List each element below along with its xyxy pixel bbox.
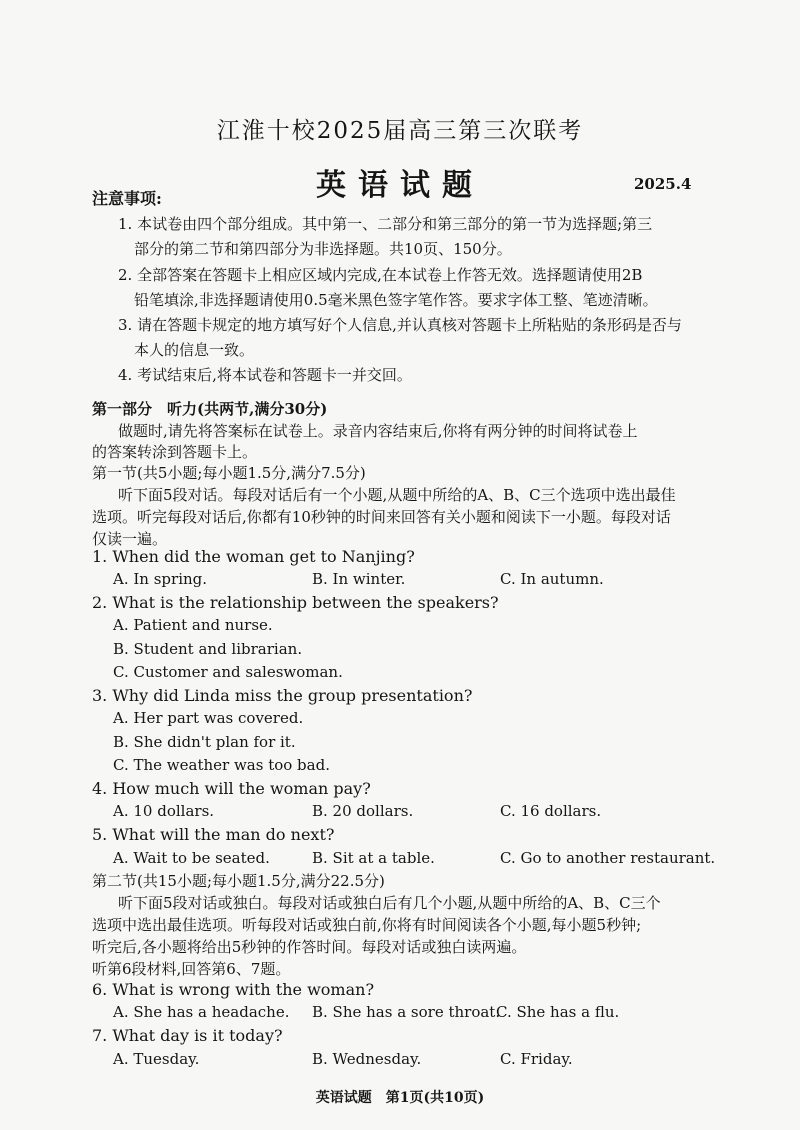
question-stem: 1. When did the woman get to Nanjing?: [92, 547, 415, 566]
subject-title: 英语试题: [316, 168, 484, 203]
notice-line: 3. 请在答题卡规定的地方填写好个人信息,并认真核对答题卡上所粘贴的条形码是否与: [118, 316, 682, 334]
option-c: C. The weather was too bad.: [113, 756, 330, 774]
question-stem: 2. What is the relationship between the speakers?: [92, 593, 499, 612]
question-stem: 7. What day is it today?: [92, 1026, 283, 1045]
option-a: A. Wait to be seated.: [113, 849, 270, 867]
section1-heading: 第一节(共5小题;每小题1.5分,满分7.5分): [92, 464, 366, 482]
option-c: C. 16 dollars.: [500, 802, 602, 820]
notice-line: 4. 考试结束后,将本试卷和答题卡一并交回。: [118, 366, 412, 384]
option-a: A. Patient and nurse.: [113, 616, 273, 634]
question-stem: 6. What is wrong with the woman?: [92, 980, 375, 999]
exam-title: 江淮十校2025届高三第三次联考: [216, 118, 584, 144]
option-a: A. Her part was covered.: [113, 709, 304, 727]
option-a: A. Tuesday.: [113, 1050, 200, 1068]
option-c: C. Customer and saleswoman.: [113, 663, 343, 681]
option-a: A. In spring.: [113, 570, 208, 588]
option-b: B. Student and librarian.: [113, 640, 303, 658]
part1-intro-line: 的答案转涂到答题卡上。: [92, 443, 258, 461]
notice-line: 1. 本试卷由四个部分组成。其中第一、二部分和第三部分的第一节为选择题;第三: [118, 215, 653, 233]
section1-intro-line: 仅读一遍。: [92, 530, 168, 548]
exam-date: 2025.4: [634, 175, 692, 193]
section2-heading: 第二节(共15小题;每小题1.5分,满分22.5分): [92, 872, 385, 890]
part1-intro-line: 做题时,请先将答案标在试卷上。录音内容结束后,你将有两分钟的时间将试卷上: [118, 422, 638, 440]
option-c: C. In autumn.: [500, 570, 604, 588]
section2-intro-line: 听完后,各小题将给出5秒钟的作答时间。每段对话或独白读两遍。: [92, 938, 527, 956]
section1-intro-line: 选项。听完每段对话后,你都有10秒钟的时间来回答有关小题和阅读下一小题。每段对话: [92, 508, 671, 526]
option-c: C. Go to another restaurant.: [500, 849, 716, 867]
page-footer: 英语试题 第1页(共10页): [315, 1090, 485, 1106]
question-stem: 4. How much will the woman pay?: [92, 779, 371, 798]
notice-line: 2. 全部答案在答题卡上相应区域内完成,在本试卷上作答无效。选择题请使用2B: [118, 266, 643, 284]
option-b: B. 20 dollars.: [312, 802, 414, 820]
option-c: C. Friday.: [500, 1050, 573, 1068]
part1-heading: 第一部分 听力(共两节,满分30分): [92, 400, 328, 418]
section1-intro-line: 听下面5段对话。每段对话后有一个小题,从题中所给的A、B、C三个选项中选出最佳: [118, 486, 676, 504]
option-b: B. She has a sore throat.: [312, 1003, 501, 1021]
option-b: B. She didn't plan for it.: [113, 733, 296, 751]
option-a: A. 10 dollars.: [113, 802, 215, 820]
notice-line: 本人的信息一致。: [134, 341, 255, 359]
option-c: C. She has a flu.: [496, 1003, 620, 1021]
option-b: B. Sit at a table.: [312, 849, 435, 867]
notice-heading: 注意事项:: [92, 189, 162, 208]
material-note: 听第6段材料,回答第6、7题。: [92, 960, 291, 978]
notice-line: 部分的第二节和第四部分为非选择题。共10页、150分。: [134, 240, 512, 258]
option-b: B. In winter.: [312, 570, 406, 588]
section2-intro-line: 听下面5段对话或独白。每段对话或独白后有几个小题,从题中所给的A、B、C三个: [118, 894, 661, 912]
notice-line: 铅笔填涂,非选择题请使用0.5毫米黑色签字笔作答。要求字体工整、笔迹清晰。: [134, 291, 658, 309]
question-stem: 3. Why did Linda miss the group presentation?: [92, 686, 473, 705]
option-a: A. She has a headache.: [113, 1003, 290, 1021]
section2-intro-line: 选项中选出最佳选项。听每段对话或独白前,你将有时间阅读各个小题,每小题5秒钟;: [92, 916, 642, 934]
question-stem: 5. What will the man do next?: [92, 825, 335, 844]
option-b: B. Wednesday.: [312, 1050, 422, 1068]
